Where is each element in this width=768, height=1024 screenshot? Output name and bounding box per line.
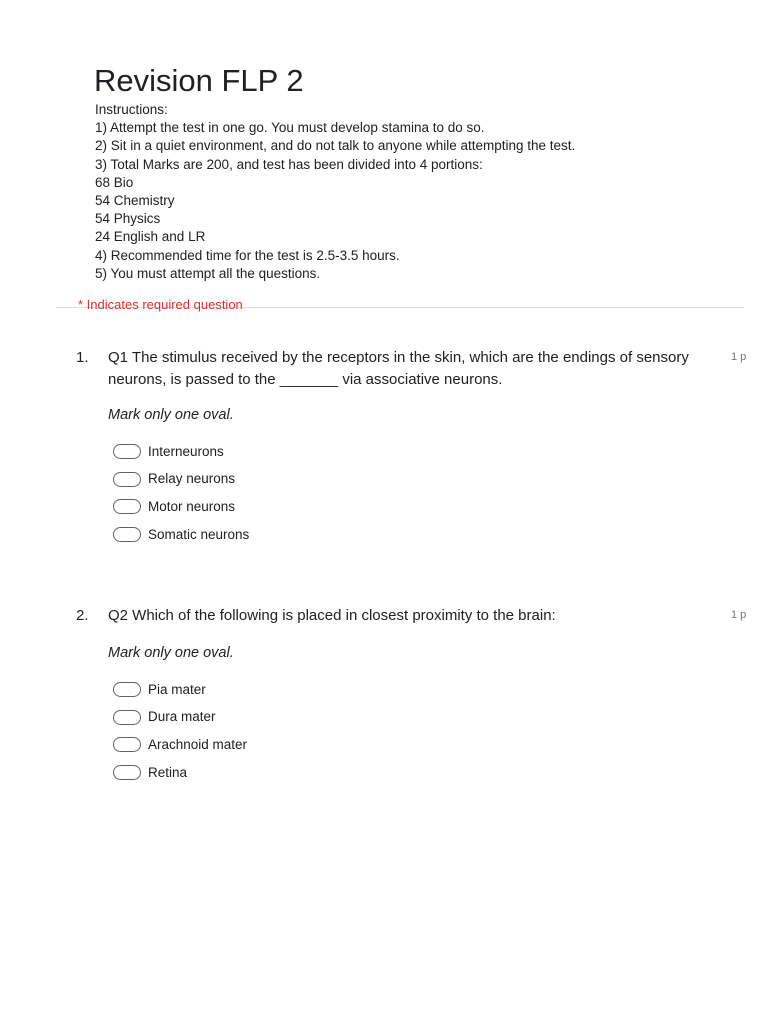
description-line: 24 English and LR — [95, 229, 206, 245]
option-label: Motor neurons — [148, 498, 236, 514]
question-points: 1 p — [731, 609, 747, 621]
radio-oval[interactable] — [113, 765, 141, 780]
option-label: Pia mater — [148, 681, 206, 697]
options-list — [113, 438, 249, 548]
radio-oval[interactable] — [113, 499, 141, 514]
option-label: Arachnoid mater — [148, 736, 248, 752]
description-line: 2) Sit in a quiet environment, and do not talk to anyone while attempting the test. — [95, 138, 576, 154]
question-text: Q1 The stimulus received by the receptors in the skin, which are the endings of sensory neurons, is passed to the _______ via associative neurons. — [108, 349, 689, 388]
question-text: Q2 Which of the following is placed in closest proximity to the brain: — [108, 607, 556, 624]
description-line: 5) You must attempt all the questions. — [95, 265, 321, 281]
description-line: Instructions: — [95, 102, 168, 117]
option-label: Dura mater — [148, 709, 216, 725]
radio-oval[interactable] — [113, 472, 141, 487]
radio-oval[interactable] — [113, 444, 141, 459]
option-arachnoid-mater[interactable] — [113, 731, 247, 759]
question-number: 1. — [76, 349, 89, 366]
description-line: 54 Physics — [95, 211, 161, 227]
description-line: 54 Chemistry — [95, 193, 175, 209]
radio-oval[interactable] — [113, 682, 141, 697]
question-number: 2. — [76, 607, 89, 624]
question-points: 1 p — [731, 351, 747, 363]
description-line: 1) Attempt the test in one go. You must develop stamina to do so. — [95, 120, 485, 136]
question-hint: Mark only one oval. — [108, 407, 234, 423]
options-list — [113, 676, 247, 786]
question-hint: Mark only one oval. — [108, 645, 234, 661]
option-relay-neurons[interactable] — [113, 466, 249, 494]
option-retina[interactable] — [113, 759, 247, 787]
form-title: Revision FLP 2 — [94, 63, 304, 98]
option-pia-mater[interactable] — [113, 676, 247, 704]
option-dura-mater[interactable] — [113, 704, 247, 732]
description-line: 68 Bio — [95, 174, 134, 190]
option-label: Relay neurons — [148, 471, 236, 487]
required-note: * Indicates required question — [78, 297, 243, 312]
description-line: 4) Recommended time for the test is 2.5-3.5 hours. — [95, 247, 400, 263]
option-somatic-neurons[interactable] — [113, 521, 249, 549]
radio-oval[interactable] — [113, 710, 141, 725]
option-label: Somatic neurons — [148, 526, 250, 542]
option-label: Interneurons — [148, 443, 224, 459]
option-label: Retina — [148, 764, 188, 780]
description-line: 3) Total Marks are 200, and test has been divided into 4 portions: — [95, 156, 483, 172]
radio-oval[interactable] — [113, 527, 141, 542]
radio-oval[interactable] — [113, 737, 141, 752]
option-interneurons[interactable] — [113, 438, 249, 466]
form-description — [95, 101, 735, 283]
option-motor-neurons[interactable] — [113, 493, 249, 521]
